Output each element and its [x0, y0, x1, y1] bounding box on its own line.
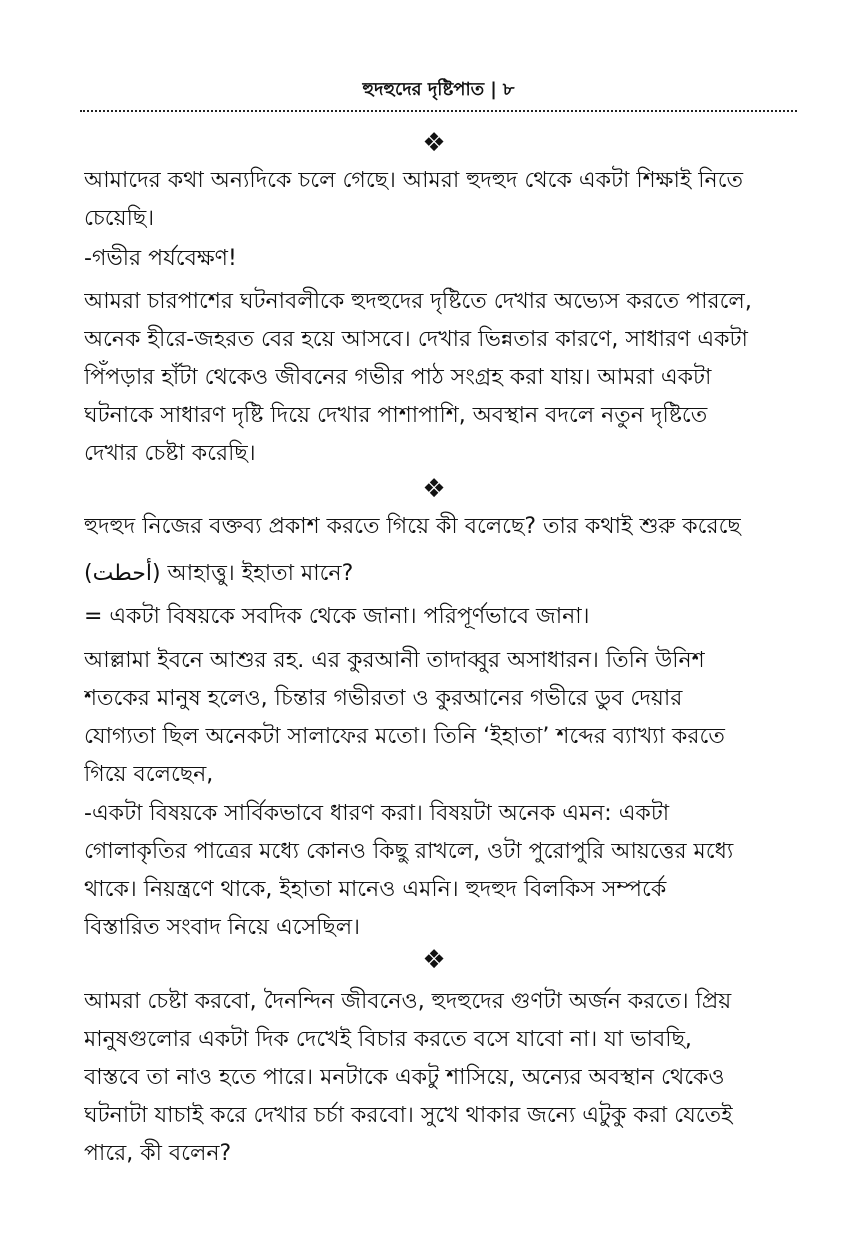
header-dotted-rule — [80, 110, 797, 112]
text-line: দেখার চেষ্টা করেছি। — [84, 441, 256, 466]
paren-open: ( — [84, 561, 93, 586]
text-line: চেয়েছি। — [84, 206, 155, 231]
text-line: আল্লামা ইবনে আশুর রহ. এর কুরআনী তাদাব্বুর অসাধারন। তিনি উনিশ — [84, 648, 705, 673]
text-line: আমাদের কথা অন্যদিকে চলে গেছে। আমরা হুদহুদ থেকে একটা শিক্ষাই নিতে — [84, 168, 744, 193]
page-number: ৮ — [502, 79, 515, 100]
text-line: মানুষগুলোর একটা দিক দেখেই বিচার করতে বসে যাবো না। যা ভাবছি, — [84, 1027, 692, 1052]
paragraph-8 — [84, 795, 797, 947]
text-line: -গভীর পর্যবেক্ষণ! — [84, 246, 237, 271]
text-line: বিস্তারিত সংবাদ নিয়ে এসেছিল। — [84, 915, 361, 940]
section-ornament-icon: ❖ — [422, 474, 446, 504]
text-line: গোলাকৃতির পাত্রের মধ্যে কোনও কিছু রাখলে, ওটা পুরোপুরি আয়ত্তের মধ্যে — [84, 839, 734, 864]
paragraph-1 — [84, 162, 797, 238]
section-ornament-icon: ❖ — [422, 945, 446, 975]
text-line: আমরা চেষ্টা করবো, দৈনন্দিন জীবনেও, হুদহুদের গুণটা অর্জন করতে। প্রিয় — [84, 989, 732, 1014]
header-separator: | — [490, 79, 497, 100]
paragraph-5 — [84, 555, 797, 593]
text-line: থাকে। নিয়ন্ত্রণে থাকে, ইহাতা মানেও এমনি। হুদহুদ বিলকিস সম্পর্কে — [84, 877, 667, 902]
arabic-word: أحطت — [92, 561, 152, 586]
text-line: গিয়ে বলেছেন, — [84, 762, 214, 787]
text-line: ঘটনাকে সাধারণ দৃষ্টি দিয়ে দেখার পাশাপাশি, অবস্থান বদলে নতুন দৃষ্টিতে — [84, 403, 708, 428]
paragraph-9 — [84, 983, 797, 1173]
text-line: = একটা বিষয়কে সবদিক থেকে জানা। পরিপূর্ণভাবে জানা। — [84, 604, 590, 629]
chapter-title: হুদহুদের দৃষ্টিপাত — [362, 79, 485, 100]
text-line: পারে, কী বলেন? — [84, 1141, 232, 1166]
paragraph-4 — [84, 508, 797, 546]
paragraph-6 — [84, 598, 797, 636]
text-run: ) আহাত্তু। ইহাতা মানে? — [151, 561, 354, 586]
text-line: আমরা চারপাশের ঘটনাবলীকে হুদহুদের দৃষ্টিতে দেখার অভ্যেস করতে পারলে, — [84, 289, 752, 314]
section-ornament-icon: ❖ — [422, 128, 446, 158]
paragraph-7 — [84, 642, 797, 794]
text-line — [84, 555, 797, 593]
text-line: -একটা বিষয়কে সার্বিকভাবে ধারণ করা। বিষয়টা অনেক এমন: একটা — [84, 801, 670, 826]
text-line: অনেক হীরে-জহরত বের হয়ে আসবে। দেখার ভিন্নতার কারণে, সাধারণ একটা — [84, 327, 748, 352]
text-line: যোগ্যতা ছিল অনেকটা সালাফের মতো। তিনি ‘ইহাতা’ শব্দের ব্যাখ্যা করতে — [84, 724, 725, 749]
running-header — [80, 78, 797, 102]
paragraph-3 — [84, 283, 797, 473]
text-line: বাস্তবে তা নাও হতে পারে। মনটাকে একটু শাসিয়ে, অন্যের অবস্থান থেকেও — [84, 1065, 725, 1090]
text-line: হুদহুদ নিজের বক্তব্য প্রকাশ করতে গিয়ে কী বলেছে? তার কথাই শুরু করেছে — [84, 514, 741, 539]
text-line: পিঁপড়ার হাঁটা থেকেও জীবনের গভীর পাঠ সংগ্রহ করা যায়। আমরা একটা — [84, 365, 712, 390]
text-line: শতকের মানুষ হলেও, চিন্তার গভীরতা ও কুরআনের গভীরে ডুব দেয়ার — [84, 686, 683, 711]
paragraph-2 — [84, 240, 797, 278]
text-line: ঘটনাটা যাচাই করে দেখার চর্চা করবো। সুখে থাকার জন্যে এটুকু করা যেতেই — [84, 1103, 733, 1128]
